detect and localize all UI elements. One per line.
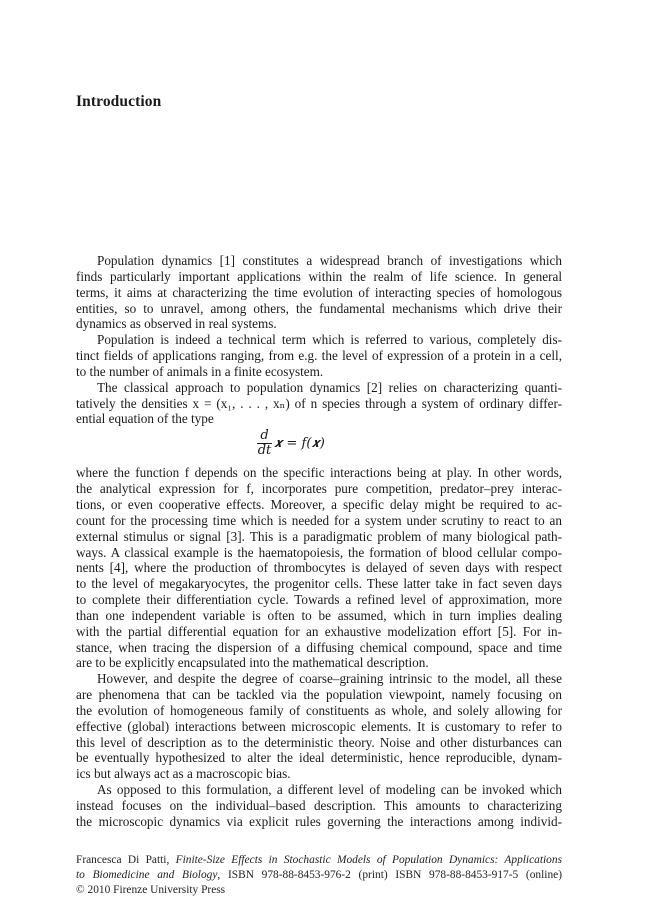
- paragraph: [76, 380, 562, 428]
- text-line: tions, or even cooperative effects. Moreover, a specific delay might be required to ac-: [76, 496, 562, 512]
- text-line: As opposed to this formulation, a different level of modeling can be invoked which: [97, 782, 562, 798]
- text-line: Population is indeed a technical term which is referred to various, completely dis-: [97, 332, 562, 348]
- equation: [76, 427, 562, 465]
- text-line: external stimulus or signal [3]. This is a paradigmatic problem of many biological path-: [76, 528, 562, 544]
- copyright-footer: [76, 853, 562, 898]
- text-line: Population dynamics [1] constitutes a widespread branch of investigations which: [97, 253, 562, 268]
- text-line: ential equation of the type: [76, 411, 214, 427]
- text-line: stance, when tracing the dispersion of a diffusing chemical compound, space and time: [76, 639, 562, 655]
- text-line: instead focuses on the individual–based description. This amounts to characterizing: [76, 798, 562, 813]
- footer-author: Francesca Di Patti,: [76, 854, 176, 866]
- text-line: count for the processing time which is needed for a system under scrutiny to react to an: [76, 512, 562, 528]
- text-line: than one independent variable is often to be assumed, which in turn implies dealing: [76, 607, 562, 623]
- text-line: tatively the densities x = (x₁, . . . , xₙ) of n species through a system of ordinary differ-: [76, 395, 562, 411]
- fraction-denominator: dt: [257, 443, 272, 459]
- footer-line: [76, 853, 562, 868]
- paragraph: [76, 671, 562, 782]
- text-line: to the level of megakaryocytes, the progenitor cells. These latter take in fact seven days: [76, 576, 562, 592]
- text-line: nents [4], where the production of thrombocytes is delayed of seven days with respect: [76, 560, 562, 576]
- text-line: dynamics as observed in real systems.: [76, 316, 277, 332]
- text-line: effective (global) interactions between microscopic elements. It is customary to refer to: [76, 718, 562, 734]
- text-line: the microscopic dynamics via explicit rules governing the interactions among individ-: [76, 813, 562, 829]
- equation-rhs: 𝒙 = f(𝒙): [274, 436, 325, 452]
- paragraph: [76, 782, 562, 830]
- footer-isbn: , ISBN 978-88-8453-976-2 (print) ISBN 978-88-8453-917-5 (online): [217, 869, 562, 881]
- paragraph: [76, 332, 562, 380]
- paragraph: [76, 253, 562, 332]
- footer-book-title: Finite-Size Effects in Stochastic Models of Population Dynamics: Applications: [175, 854, 562, 866]
- text-line: this level of description as to the deterministic theory. Noise and other disturbances can: [76, 734, 562, 750]
- text-line: However, and despite the degree of coarse–graining intrinsic to the model, all these: [97, 671, 562, 687]
- section-heading: Introduction: [76, 93, 162, 110]
- text-line: where the function f depends on the specific interactions being at play. In other words,: [76, 465, 562, 481]
- body-text: [76, 253, 562, 830]
- footer-copyright: © 2010 Firenze University Press: [76, 884, 226, 896]
- text-line: be eventually hypothesized to alter the ideal deterministic, hence reproducible, dynam-: [76, 750, 562, 766]
- footer-book-title-cont: to Biomedicine and Biology: [76, 869, 218, 881]
- text-line: finds particularly important applications within the realm of life science. In general: [76, 268, 562, 284]
- text-line: entities, so to unravel, among others, the fundamental mechanisms which drive their: [76, 300, 562, 316]
- text-line: to complete their differentiation cycle. Towards a refined level of approximation, more: [76, 592, 562, 608]
- text-line: the evolution of homogeneous family of constituents as whole, and solely allowing for: [76, 702, 562, 718]
- text-line: are to be explicitly encapsulated into the mathematical description.: [76, 655, 429, 671]
- text-line: to the number of animals in a finite ecosystem.: [76, 363, 324, 379]
- fraction-numerator: d: [260, 428, 269, 444]
- text-line: ics but always act as a macroscopic bias.: [76, 766, 291, 782]
- derivative-fraction: [257, 429, 272, 458]
- footer-line: [76, 868, 562, 883]
- text-line: ways. A classical example is the haematopoiesis, the formation of blood cellular compo-: [76, 544, 562, 560]
- text-line: tinct fields of applications ranging, from e.g. the level of expression of a protein in a cell,: [76, 348, 562, 364]
- text-line: terms, it aims at characterizing the time evolution of interacting species of homologous: [76, 284, 562, 300]
- text-line: The classical approach to population dynamics [2] relies on characterizing quanti-: [97, 379, 562, 395]
- text-line: with the partial differential equation for an exhaustive modelization effort [5]. For in-: [76, 623, 562, 639]
- paragraph: [76, 465, 562, 671]
- text-line: the analytical expression for f, incorporates pure competition, predator–prey interac-: [76, 481, 562, 497]
- text-line: are phenomena that can be tackled via the population viewpoint, namely focusing on: [76, 687, 562, 703]
